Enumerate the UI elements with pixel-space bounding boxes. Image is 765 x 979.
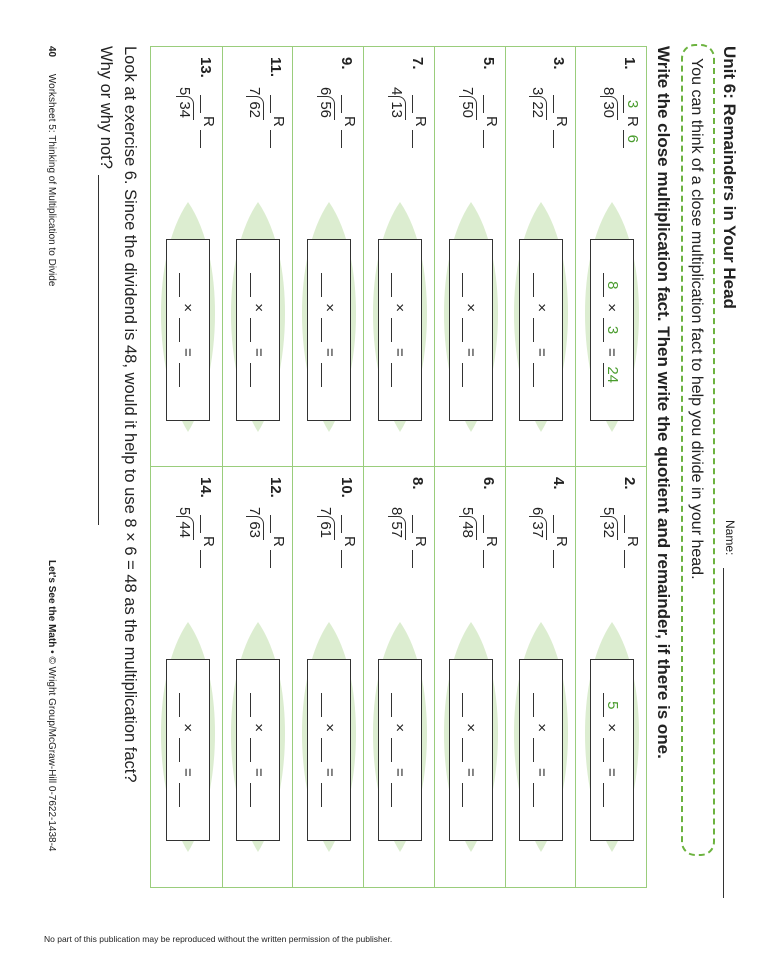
long-division	[529, 507, 547, 540]
exercise-number: 13.	[196, 57, 214, 78]
quotient-row	[553, 515, 570, 568]
exercise-grid	[150, 46, 647, 888]
multiplication-fact-box	[307, 239, 351, 421]
quotient-row	[200, 95, 217, 148]
fact-factor-b[interactable]	[462, 318, 479, 342]
exercise-number: 10.	[338, 477, 356, 498]
dividend: 61	[317, 516, 335, 540]
fact-product[interactable]	[604, 783, 621, 807]
fact-factor-b[interactable]	[604, 738, 621, 762]
quotient-row	[553, 95, 570, 148]
quotient[interactable]	[412, 95, 428, 113]
equals-sign: =	[391, 348, 409, 357]
fact-factor-a[interactable]	[250, 273, 267, 297]
unit-title: Unit 6: Remainders in Your Head	[720, 46, 739, 309]
fact-factor-b[interactable]	[179, 318, 196, 342]
times-sign: ×	[249, 723, 267, 732]
times-sign: ×	[462, 723, 480, 732]
equals-sign: =	[179, 348, 197, 357]
dividend: 44	[176, 516, 194, 540]
equals-sign: =	[462, 348, 480, 357]
fact-product[interactable]	[179, 363, 196, 387]
exercise-number: 11.	[267, 57, 285, 78]
fact-factor-b[interactable]	[179, 738, 196, 762]
equals-sign: =	[462, 768, 480, 777]
divisor: 7	[246, 87, 264, 96]
multiplication-fact-box	[166, 659, 210, 841]
exercise-cell	[434, 467, 505, 887]
quotient-row	[483, 95, 500, 148]
remainder-label: R	[341, 536, 359, 547]
quotient-row	[412, 95, 429, 148]
fact-factor-a[interactable]	[533, 693, 550, 717]
dividend: 32	[600, 516, 618, 540]
remainder[interactable]	[553, 550, 569, 568]
dividend: 34	[176, 96, 194, 120]
name-line	[723, 568, 724, 898]
remainder[interactable]	[483, 550, 499, 568]
long-division	[246, 507, 264, 540]
remainder-label: R	[270, 116, 288, 127]
multiplication-fact-box	[236, 659, 280, 841]
remainder[interactable]	[412, 130, 428, 148]
dividend: 48	[459, 516, 477, 540]
remainder[interactable]	[624, 550, 640, 568]
quotient[interactable]	[270, 515, 286, 533]
fact-product[interactable]	[250, 783, 267, 807]
multiplication-fact-box	[590, 659, 634, 841]
exercise-cell	[151, 467, 222, 887]
quotient[interactable]	[483, 515, 499, 533]
footer-left	[46, 46, 57, 286]
worksheet-title: Worksheet 5: Thinking of Multiplication to Divide	[46, 73, 57, 287]
remainder[interactable]	[341, 130, 357, 148]
exercise-cell	[292, 47, 363, 467]
multiplication-fact-box	[166, 239, 210, 421]
remainder[interactable]	[200, 550, 216, 568]
exercise-cell	[363, 467, 434, 887]
exercise-cell	[222, 47, 293, 467]
exercise-number: 4.	[550, 477, 568, 490]
long-division	[600, 507, 618, 540]
question-line-2	[96, 46, 115, 525]
multiplication-fact-box	[519, 659, 563, 841]
exercise-number: 3.	[550, 57, 568, 70]
quotient[interactable]	[341, 515, 357, 533]
remainder-label: R	[411, 116, 429, 127]
multiplication-fact-box	[378, 239, 422, 421]
remainder[interactable]	[412, 550, 428, 568]
quotient[interactable]	[341, 95, 357, 113]
times-sign: ×	[462, 303, 480, 312]
remainder-label: R	[624, 536, 641, 547]
quotient-row	[270, 515, 287, 568]
dividend: 57	[388, 516, 406, 540]
times-sign: ×	[391, 723, 409, 732]
quotient[interactable]	[270, 95, 286, 113]
page-number: 40	[46, 46, 57, 58]
equals-sign: =	[320, 348, 338, 357]
long-division	[176, 507, 194, 540]
remainder-label: R	[341, 116, 359, 127]
times-sign: ×	[603, 723, 621, 732]
dividend: 63	[246, 516, 264, 540]
equals-sign: =	[249, 348, 267, 357]
remainder-label: R	[482, 116, 500, 127]
fact-factor-b[interactable]	[391, 318, 408, 342]
fact-product[interactable]	[179, 783, 196, 807]
remainder[interactable]	[483, 130, 499, 148]
long-division	[176, 87, 194, 120]
fact-product[interactable]	[391, 783, 408, 807]
times-sign: ×	[603, 303, 621, 312]
exercise-cell	[151, 47, 222, 467]
exercise-number: 2.	[621, 477, 638, 490]
times-sign: ×	[179, 723, 197, 732]
exercise-number: 14.	[196, 477, 214, 498]
fact-factor-a[interactable]	[179, 273, 196, 297]
equals-sign: =	[603, 348, 621, 357]
equals-sign: =	[179, 768, 197, 777]
divisor: 4	[387, 87, 405, 96]
fact-factor-b[interactable]	[462, 738, 479, 762]
times-sign: ×	[320, 723, 338, 732]
publisher-rest: • © Wright Group/McGraw-Hill 0-7622-1438-4	[46, 647, 57, 852]
dividend: 56	[317, 96, 335, 120]
divisor: 7	[458, 87, 476, 96]
quotient-row	[624, 515, 641, 568]
exercise-cell	[363, 47, 434, 467]
publisher-bold: Let's See the Math	[46, 560, 57, 648]
equals-sign: =	[532, 348, 550, 357]
long-division	[388, 87, 406, 120]
exercise-number: 1.	[621, 57, 638, 70]
fact-factor-a[interactable]	[391, 693, 408, 717]
multiplication-fact-box	[449, 659, 493, 841]
fact-factor-a[interactable]	[321, 273, 338, 297]
question-why: Why or why not?	[97, 46, 115, 169]
times-sign: ×	[532, 723, 550, 732]
fact-factor-a[interactable]	[462, 273, 479, 297]
quotient[interactable]	[553, 95, 569, 113]
multiplication-fact-box	[378, 659, 422, 841]
quotient[interactable]: 3	[623, 95, 641, 113]
fact-product[interactable]	[462, 363, 479, 387]
fact-factor-a[interactable]	[391, 273, 408, 297]
exercise-cell	[505, 47, 576, 467]
fact-factor-b[interactable]	[321, 738, 338, 762]
quotient[interactable]	[553, 515, 569, 533]
long-division	[459, 507, 477, 540]
quotient-row	[200, 515, 217, 568]
fact-factor-b[interactable]	[391, 738, 408, 762]
fact-factor-a[interactable]	[533, 273, 550, 297]
equals-sign: =	[249, 768, 267, 777]
exercise-cell	[222, 467, 293, 887]
long-division	[600, 87, 618, 120]
name-label: Name:	[723, 520, 737, 556]
quotient[interactable]	[624, 515, 640, 533]
exercise-cell	[575, 467, 646, 887]
fact-factor-b[interactable]	[250, 318, 267, 342]
divisor: 5	[175, 507, 193, 516]
fact-factor-a[interactable]	[250, 693, 267, 717]
remainder[interactable]	[270, 550, 286, 568]
fact-factor-b[interactable]	[533, 738, 550, 762]
divisor: 3	[529, 87, 547, 96]
quotient-row	[483, 515, 500, 568]
exercise-cell	[505, 467, 576, 887]
long-division	[317, 87, 335, 120]
multiplication-fact-box	[449, 239, 493, 421]
quotient-row	[623, 95, 641, 148]
divisor: 5	[458, 507, 476, 516]
divisor: 8	[387, 507, 405, 516]
exercise-cell	[292, 467, 363, 887]
equals-sign: =	[603, 768, 621, 777]
answer-line[interactable]	[98, 175, 113, 525]
equals-sign: =	[532, 768, 550, 777]
quotient-row	[270, 95, 287, 148]
copyright-notice: No part of this publication may be reproduced without the written permission of the publisher.	[44, 934, 393, 944]
divisor: 7	[317, 507, 335, 516]
long-division	[388, 507, 406, 540]
exercise-number: 6.	[479, 477, 497, 490]
equals-sign: =	[391, 768, 409, 777]
long-division	[317, 507, 335, 540]
exercise-number: 8.	[408, 477, 426, 490]
dividend: 62	[246, 96, 264, 120]
fact-factor-b[interactable]	[250, 738, 267, 762]
fact-product[interactable]	[462, 783, 479, 807]
remainder[interactable]	[200, 130, 216, 148]
fact-product[interactable]	[533, 363, 550, 387]
fact-factor-a[interactable]: 5	[604, 693, 621, 717]
dividend: 13	[388, 96, 406, 120]
fact-factor-a[interactable]: 8	[604, 273, 621, 297]
quotient-row	[341, 515, 358, 568]
multiplication-fact-box	[519, 239, 563, 421]
exercise-cell	[434, 47, 505, 467]
fact-factor-a[interactable]	[179, 693, 196, 717]
times-sign: ×	[179, 303, 197, 312]
remainder-label: R	[624, 116, 641, 127]
fact-product[interactable]: 24	[604, 363, 621, 387]
remainder-label: R	[411, 536, 429, 547]
quotient[interactable]	[412, 515, 428, 533]
quotient[interactable]	[483, 95, 499, 113]
multiplication-fact-box	[590, 239, 634, 421]
quotient-row	[412, 515, 429, 568]
remainder-label: R	[199, 116, 217, 127]
exercise-number: 7.	[408, 57, 426, 70]
remainder-label: R	[553, 116, 571, 127]
quotient-row	[341, 95, 358, 148]
remainder-label: R	[199, 536, 217, 547]
instruction: Write the close multiplication fact. Then write the quotient and remainder, if there is one.	[654, 46, 673, 759]
multiplication-fact-box	[236, 239, 280, 421]
dividend: 30	[600, 96, 618, 120]
fact-product[interactable]	[250, 363, 267, 387]
fact-factor-b[interactable]	[533, 318, 550, 342]
exercise-number: 12.	[267, 477, 285, 498]
long-division	[459, 87, 477, 120]
times-sign: ×	[532, 303, 550, 312]
times-sign: ×	[391, 303, 409, 312]
long-division	[529, 87, 547, 120]
fact-product[interactable]	[533, 783, 550, 807]
divisor: 8	[600, 87, 617, 96]
fact-factor-a[interactable]	[462, 693, 479, 717]
fact-product[interactable]	[321, 363, 338, 387]
divisor: 7	[246, 507, 264, 516]
question-line-1: Look at exercise 6. Since the dividend is 48, would it help to use 8 × 6 = 48 as the multiplication fact?	[121, 46, 139, 783]
remainder[interactable]	[553, 130, 569, 148]
exercise-number: 9.	[338, 57, 356, 70]
remainder-label: R	[553, 536, 571, 547]
exercise-cell	[575, 47, 646, 467]
long-division	[246, 87, 264, 120]
divisor: 5	[175, 87, 193, 96]
dividend: 22	[529, 96, 547, 120]
remainder-label: R	[482, 536, 500, 547]
dividend: 37	[529, 516, 547, 540]
fact-factor-b[interactable]	[321, 318, 338, 342]
dividend: 50	[459, 96, 477, 120]
quotient[interactable]	[200, 515, 216, 533]
fact-factor-a[interactable]	[321, 693, 338, 717]
times-sign: ×	[249, 303, 267, 312]
times-sign: ×	[320, 303, 338, 312]
multiplication-fact-box	[307, 659, 351, 841]
divisor: 6	[317, 87, 335, 96]
remainder[interactable]	[270, 130, 286, 148]
fact-factor-b[interactable]: 3	[604, 318, 621, 342]
fact-product[interactable]	[391, 363, 408, 387]
divisor: 5	[600, 507, 617, 516]
remainder[interactable]: 6	[623, 130, 641, 148]
remainder[interactable]	[341, 550, 357, 568]
remainder-label: R	[270, 536, 288, 547]
tip-box: You can think of a close multiplication fact to help you divide in your head.	[681, 44, 715, 856]
divisor: 6	[529, 507, 547, 516]
fact-product[interactable]	[321, 783, 338, 807]
footer-right	[46, 560, 57, 852]
exercise-number: 5.	[479, 57, 497, 70]
quotient[interactable]	[200, 95, 216, 113]
equals-sign: =	[320, 768, 338, 777]
